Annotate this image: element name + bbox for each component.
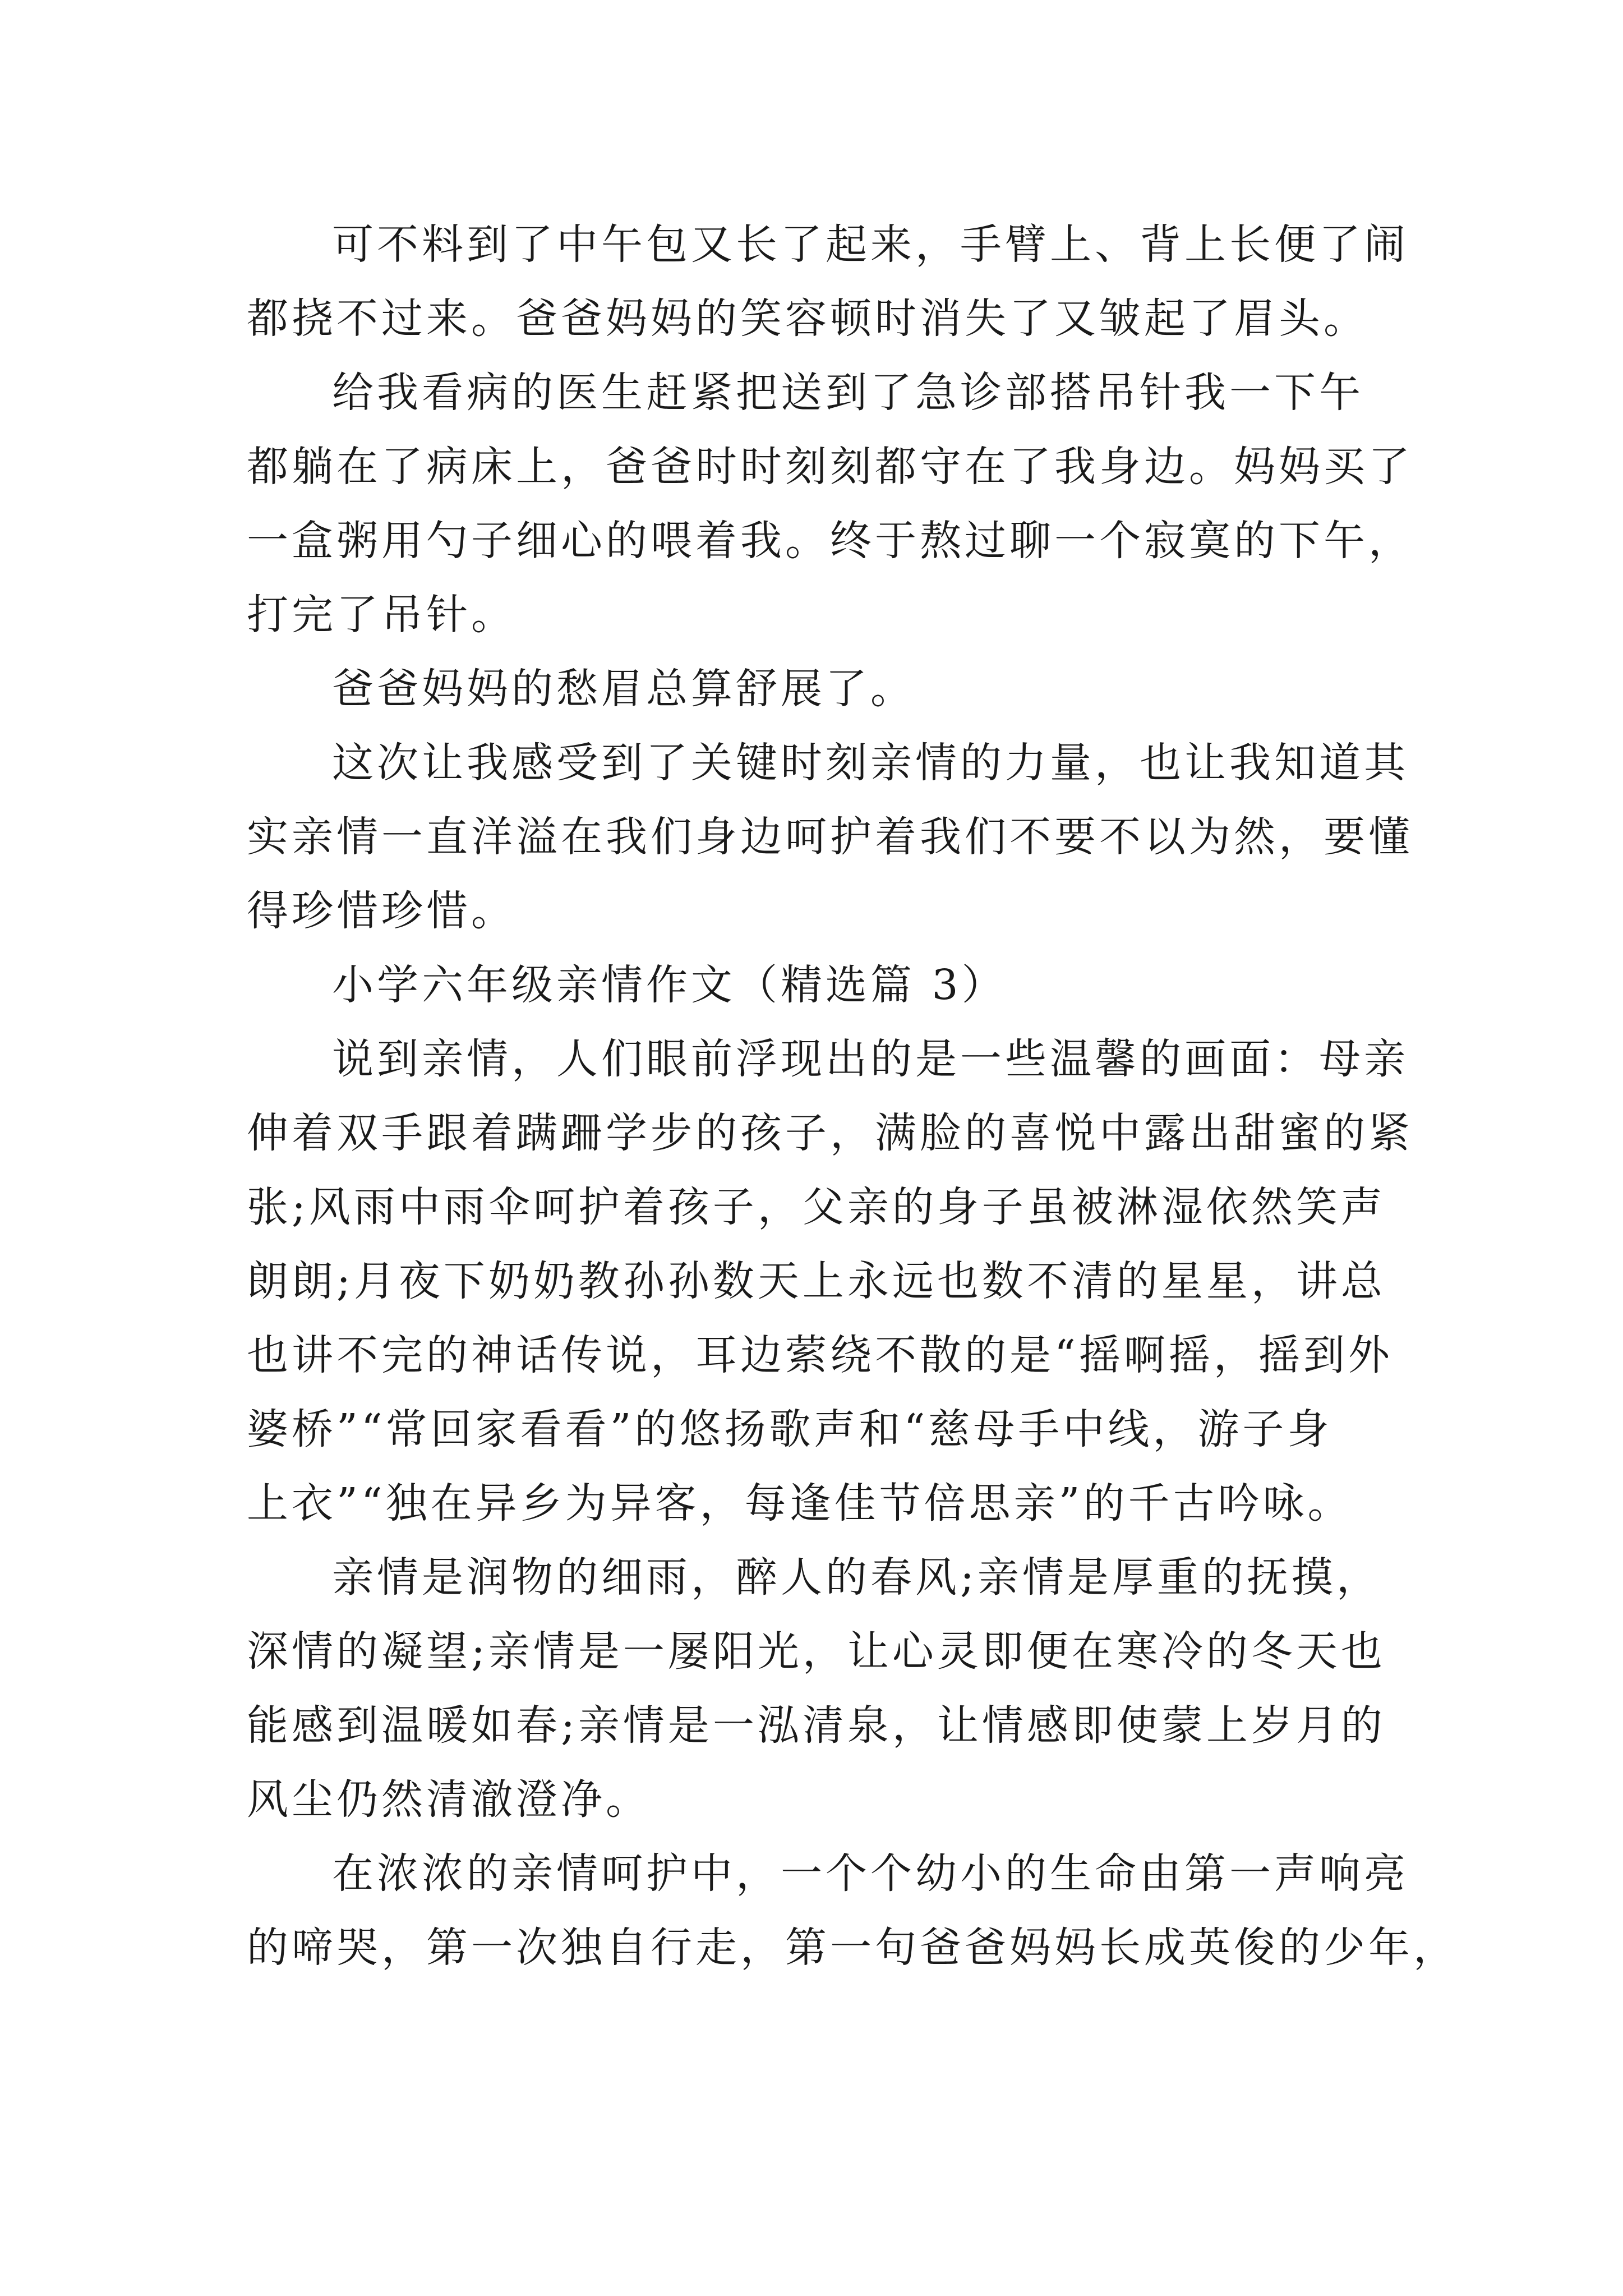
text-line: 说到亲情，人们眼前浮现出的是一些温馨的画面：母亲 — [332, 1035, 1409, 1083]
text-line: 能感到温暖如春;亲情是一泓清泉，让情感即使蒙上岁月的 — [247, 1701, 1386, 1750]
text-line: 朗朗;月夜下奶奶教孙孙数天上永远也数不清的星星，讲总 — [247, 1257, 1386, 1305]
text-line: 打完了吊针。 — [247, 591, 516, 639]
text-line: 婆桥”“常回家看看”的悠扬歌声和“慈母手中线，游子身 — [247, 1405, 1332, 1453]
text-line: 上衣”“独在异乡为异客，每逢佳节倍思亲”的千古吟咏。 — [247, 1479, 1353, 1527]
text-line: 风尘仍然清澈澄净。 — [247, 1775, 651, 1824]
text-line: 实亲情一直洋溢在我们身边呵护着我们不要不以为然，要懂 — [247, 813, 1413, 861]
text-line: 可不料到了中午包又长了起来，手臂上、背上长便了闹 — [332, 220, 1409, 269]
text-line: 给我看病的医生赶紧把送到了急诊部搭吊针我一下午 — [332, 369, 1364, 417]
text-line: 深情的凝望;亲情是一屡阳光，让心灵即便在寒冷的冬天也 — [247, 1627, 1386, 1676]
section-heading: 小学六年级亲情作文（精选篇 3） — [332, 961, 1007, 1009]
text-line: 都躺在了病床上，爸爸时时刻刻都守在了我身边。妈妈买了 — [247, 443, 1413, 491]
text-line: 也讲不完的神话传说，耳边萦绕不散的是“摇啊摇，摇到外 — [247, 1331, 1393, 1379]
text-line: 爸爸妈妈的愁眉总算舒展了。 — [332, 665, 915, 713]
text-line: 得珍惜珍惜。 — [247, 887, 516, 935]
text-line: 亲情是润物的细雨，醉人的春风;亲情是厚重的抚摸， — [332, 1553, 1381, 1602]
text-line: 张;风雨中雨伞呵护着孩子，父亲的身子虽被淋湿依然笑声 — [247, 1183, 1386, 1231]
text-line: 这次让我感受到了关键时刻亲情的力量，也让我知道其 — [332, 739, 1409, 787]
text-line: 的啼哭，第一次独自行走，第一句爸爸妈妈长成英俊的少年， — [247, 1924, 1458, 1972]
text-line: 伸着双手跟着蹒跚学步的孩子，满脸的喜悦中露出甜蜜的紧 — [247, 1109, 1413, 1157]
text-line: 在浓浓的亲情呵护中，一个个幼小的生命由第一声响亮 — [332, 1849, 1409, 1898]
document-body — [247, 208, 1458, 1985]
text-line: 一盒粥用勺子细心的喂着我。终于熬过聊一个寂寞的下午， — [247, 517, 1413, 565]
text-line: 都挠不过来。爸爸妈妈的笑容顿时消失了又皱起了眉头。 — [247, 295, 1368, 343]
